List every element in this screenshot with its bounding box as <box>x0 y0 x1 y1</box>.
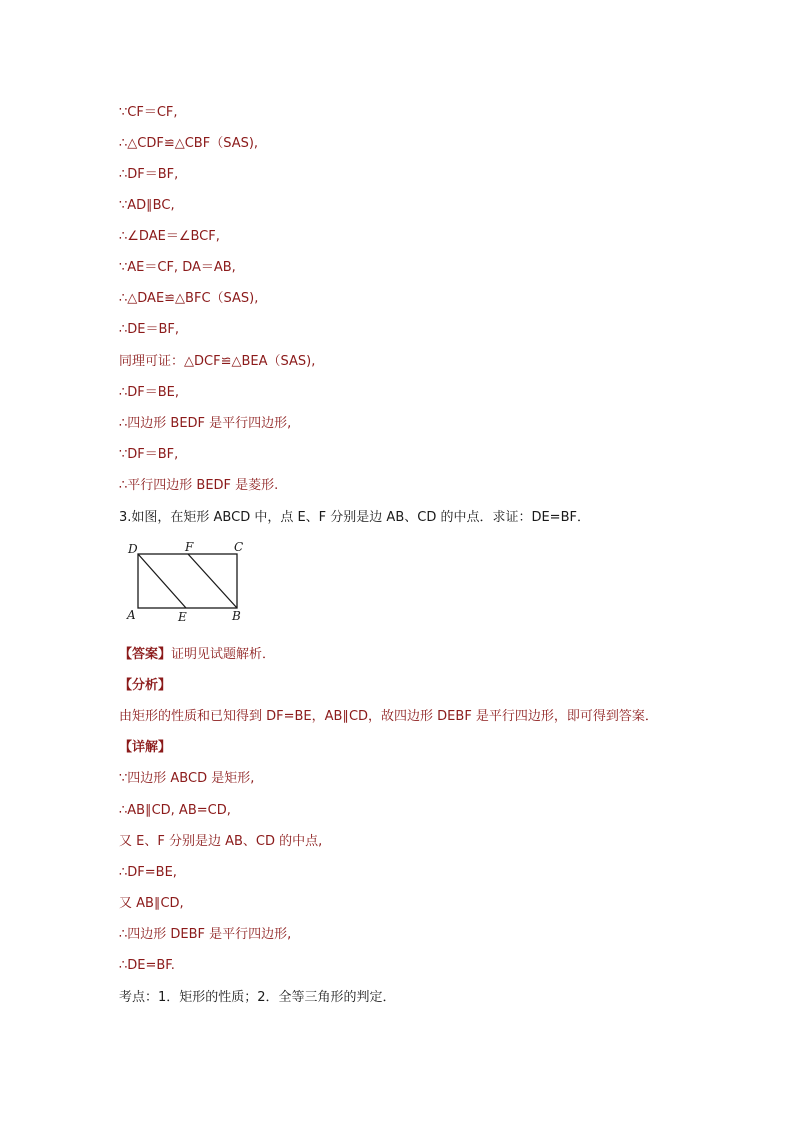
segment-de <box>138 554 186 608</box>
segment-bf <box>188 554 237 608</box>
detail-line: ∵四边形 ABCD 是矩形, <box>119 771 255 786</box>
answer-tag: 【答案】 <box>119 647 172 662</box>
proof-line: ∵AE＝CF, DA＝AB, <box>119 260 236 275</box>
proof-line: ∴∠DAE＝∠BCF, <box>119 229 220 244</box>
proof-line: ∴△CDF≌△CBF（SAS), <box>119 136 259 151</box>
detail-line: ∴DE=BF. <box>119 958 175 973</box>
proof-line: ∴DE＝BF, <box>119 322 180 337</box>
answer-text: 证明见试题解析． <box>171 647 276 662</box>
question-text: 3.如图，在矩形 ABCD 中，点 E、F 分别是边 AB、CD 的中点．求证：DE=BF． <box>119 510 590 525</box>
proof-line: ∴平行四边形 BEDF 是菱形. <box>119 478 279 493</box>
label-d: D <box>128 542 138 556</box>
proof-line: ∴DF＝BE, <box>119 385 180 400</box>
detail-tag: 【详解】 <box>119 740 172 755</box>
answer-line <box>119 646 275 664</box>
proof-line: ∵DF＝BF, <box>119 447 179 462</box>
proof-line: ∴△DAE≌△BFC（SAS), <box>119 291 259 306</box>
proof-line: ∴四边形 BEDF 是平行四边形, <box>119 416 292 431</box>
rectangle-figure <box>124 538 254 626</box>
detail-line: ∴AB∥CD, AB=CD, <box>119 803 231 818</box>
proof-line: 同理可证：△DCF≌△BEA（SAS), <box>119 354 316 369</box>
proof-line: ∵CF＝CF, <box>119 105 178 120</box>
detail-line: ∴DF=BE, <box>119 865 177 880</box>
label-e: E <box>178 610 187 624</box>
detail-line: ∴四边形 DEBF 是平行四边形, <box>119 927 292 942</box>
proof-line: ∵AD∥BC, <box>119 198 175 213</box>
label-a: A <box>127 608 136 622</box>
rectangle-abcd <box>138 554 237 608</box>
label-b: B <box>232 609 241 623</box>
detail-line: 又 E、F 分别是边 AB、CD 的中点, <box>119 834 323 849</box>
label-f: F <box>185 540 194 554</box>
label-c: C <box>234 540 244 554</box>
kaodian-text: 考点：1．矩形的性质；2．全等三角形的判定． <box>119 990 396 1005</box>
analysis-tag: 【分析】 <box>119 678 172 693</box>
detail-line: 又 AB∥CD, <box>119 896 184 911</box>
analysis-text: 由矩形的性质和已知得到 DF=BE，AB∥CD，故四边形 DEBF 是平行四边形，即可得到答案． <box>119 709 658 724</box>
proof-line: ∴DF＝BF, <box>119 167 179 182</box>
